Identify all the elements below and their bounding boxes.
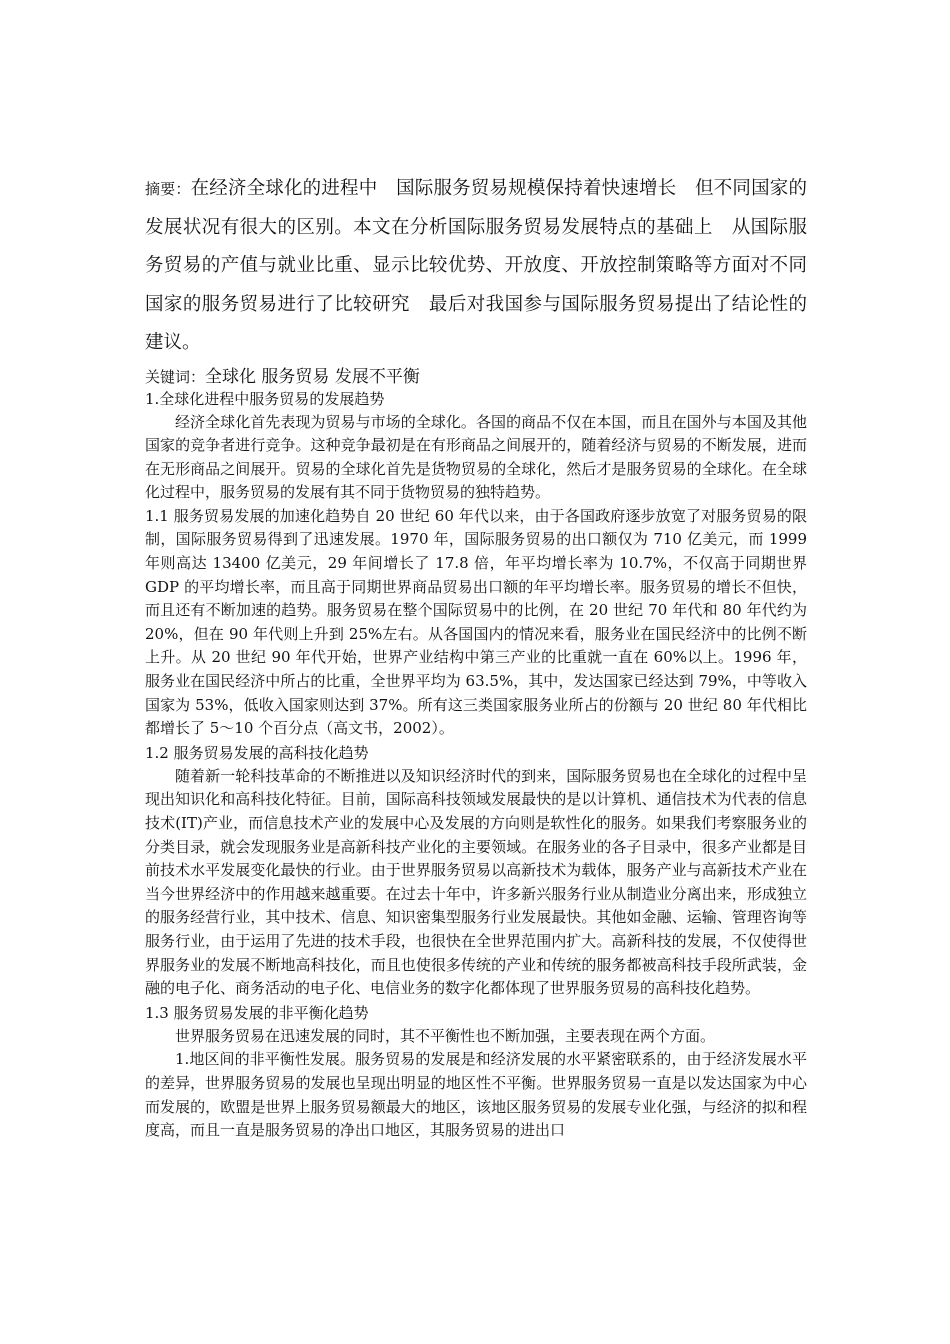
abstract-text: 在经济全球化的进程中 国际服务贸易规模保持着快速增长 但不同国家的发展状况有很大的区别。本文在分析国际服务贸易发展特点的基础上 从国际服务贸易的产值与就业比重、显示比较优势、开放度、开放控制策略等方面对不同国家的服务贸易进行了比较研究 最后对我国参与国际服务贸易提出了结论性的建议。: [145, 178, 807, 353]
section-1-3-point-1: 1.地区间的非平衡性发展。服务贸易的发展是和经济发展的水平紧密联系的，由于经济发展水平的差异，世界服务贸易的发展也呈现出明显的地区性不平衡。世界服务贸易一直是以发达国家为中心而发展的，欧盟是世界上服务贸易额最大的地区，该地区服务贸易的发展专业化强，与经济的拟和程度高，而且一直是服务贸易的净出口地区，其服务贸易的进出口: [145, 1050, 807, 1140]
section-1-3-intro: 世界服务贸易在迅速发展的同时，其不平衡性也不断加强，主要表现在两个方面。: [175, 1026, 716, 1045]
abstract-label: 摘要：: [145, 180, 191, 198]
keywords-text: 全球化 服务贸易 发展不平衡: [205, 366, 420, 387]
abstract: [145, 170, 807, 363]
section-1-2-heading: 1.2 服务贸易发展的高科技化趋势: [145, 743, 369, 762]
section-1-2-text: 随着新一轮科技革命的不断推进以及知识经济时代的到来，国际服务贸易也在全球化的过程中呈现出知识化和高科技化特征。目前，国际高科技领域发展最快的是以计算机、通信技术为代表的信息技术(IT)产业，而信息技术产业的发展中心及发展的方向则是软性化的服务。如果我们考察服务业的分类目录，就会发现服务业是高新科技产业化的主要领域。在服务业的各子目录中，很多产业都是目前技术水平发展变化最快的行业。由于世界服务贸易以高新技术为载体，服务产业与高新技术产业在当今世界经济中的作用越来越重要。在过去十年中，许多新兴服务行业从制造业分离出来，形成独立的服务经营行业，其中技术、信息、知识密集型服务行业发展最快。其他如金融、运输、管理咨询等服务行业，由于运用了先进的技术手段，也很快在全世界范围内扩大。高新科技的发展，不仅使得世界服务业的发展不断地高科技化，而且也使很多传统的产业和传统的服务都被高科技手段所武装，金融的电子化、商务活动的电子化、电信业务的数字化都体现了世界服务贸易的高科技化趋势。: [145, 766, 807, 998]
document-page: [145, 170, 807, 1143]
section-1-heading: 1.全球化进程中服务贸易的发展趋势: [145, 389, 385, 408]
section-1-3-heading: 1.3 服务贸易发展的非平衡化趋势: [145, 1003, 369, 1022]
keywords-label: 关键词：: [145, 367, 206, 386]
section-1-1-text: 1.1 服务贸易发展的加速化趋势自 20 世纪 60 年代以来，由于各国政府逐步放宽了对服务贸易的限制，国际服务贸易得到了迅速发展。1970 年，国际服务贸易的出口额仅为 710 亿美元，而 1999 年则高达 13400 亿美元，29 年间增长了 17.8 倍，年平均增长率为 10.7%，不仅高于同期世界 GDP 的平均增长率，而且高于同期世界商品贸易出口额的年平均增长率。服务贸易的增长不但快，而且还有不断加速的趋势。服务贸易在整个国际贸易中的比例，在 20 世纪 70 年代和 80 年代约为 20%，但在 90 年代则上升到 25%左右。从各国国内的情况来看，服务业在国民经济中的比例不断上升。从 20 世纪 90 年代开始，世界产业结构中第三产业的比重就一直在 60%以上。1996 年，服务业在国民经济中所占的比重，全世界平均为 63.5%，其中，发达国家已经达到 79%，中等收入国家为 53%，低收入国家则达到 37%。所有这三类国家服务业所占的份额与 20 世纪 80 年代相比都增长了 5～10 个百分点（高文书，2002）。: [145, 506, 807, 738]
section-1-intro: 经济全球化首先表现为贸易与市场的全球化。各国的商品不仅在本国，而且在国外与本国及其他国家的竞争者进行竞争。这种竞争最初是在有形商品之间展开的，随着经济与贸易的不断发展，进而在无形商品之间展开。贸易的全球化首先是货物贸易的全球化，然后才是服务贸易的全球化。在全球化过程中，服务贸易的发展有其不同于货物贸易的独特趋势。: [145, 412, 807, 502]
keywords: [145, 367, 807, 387]
